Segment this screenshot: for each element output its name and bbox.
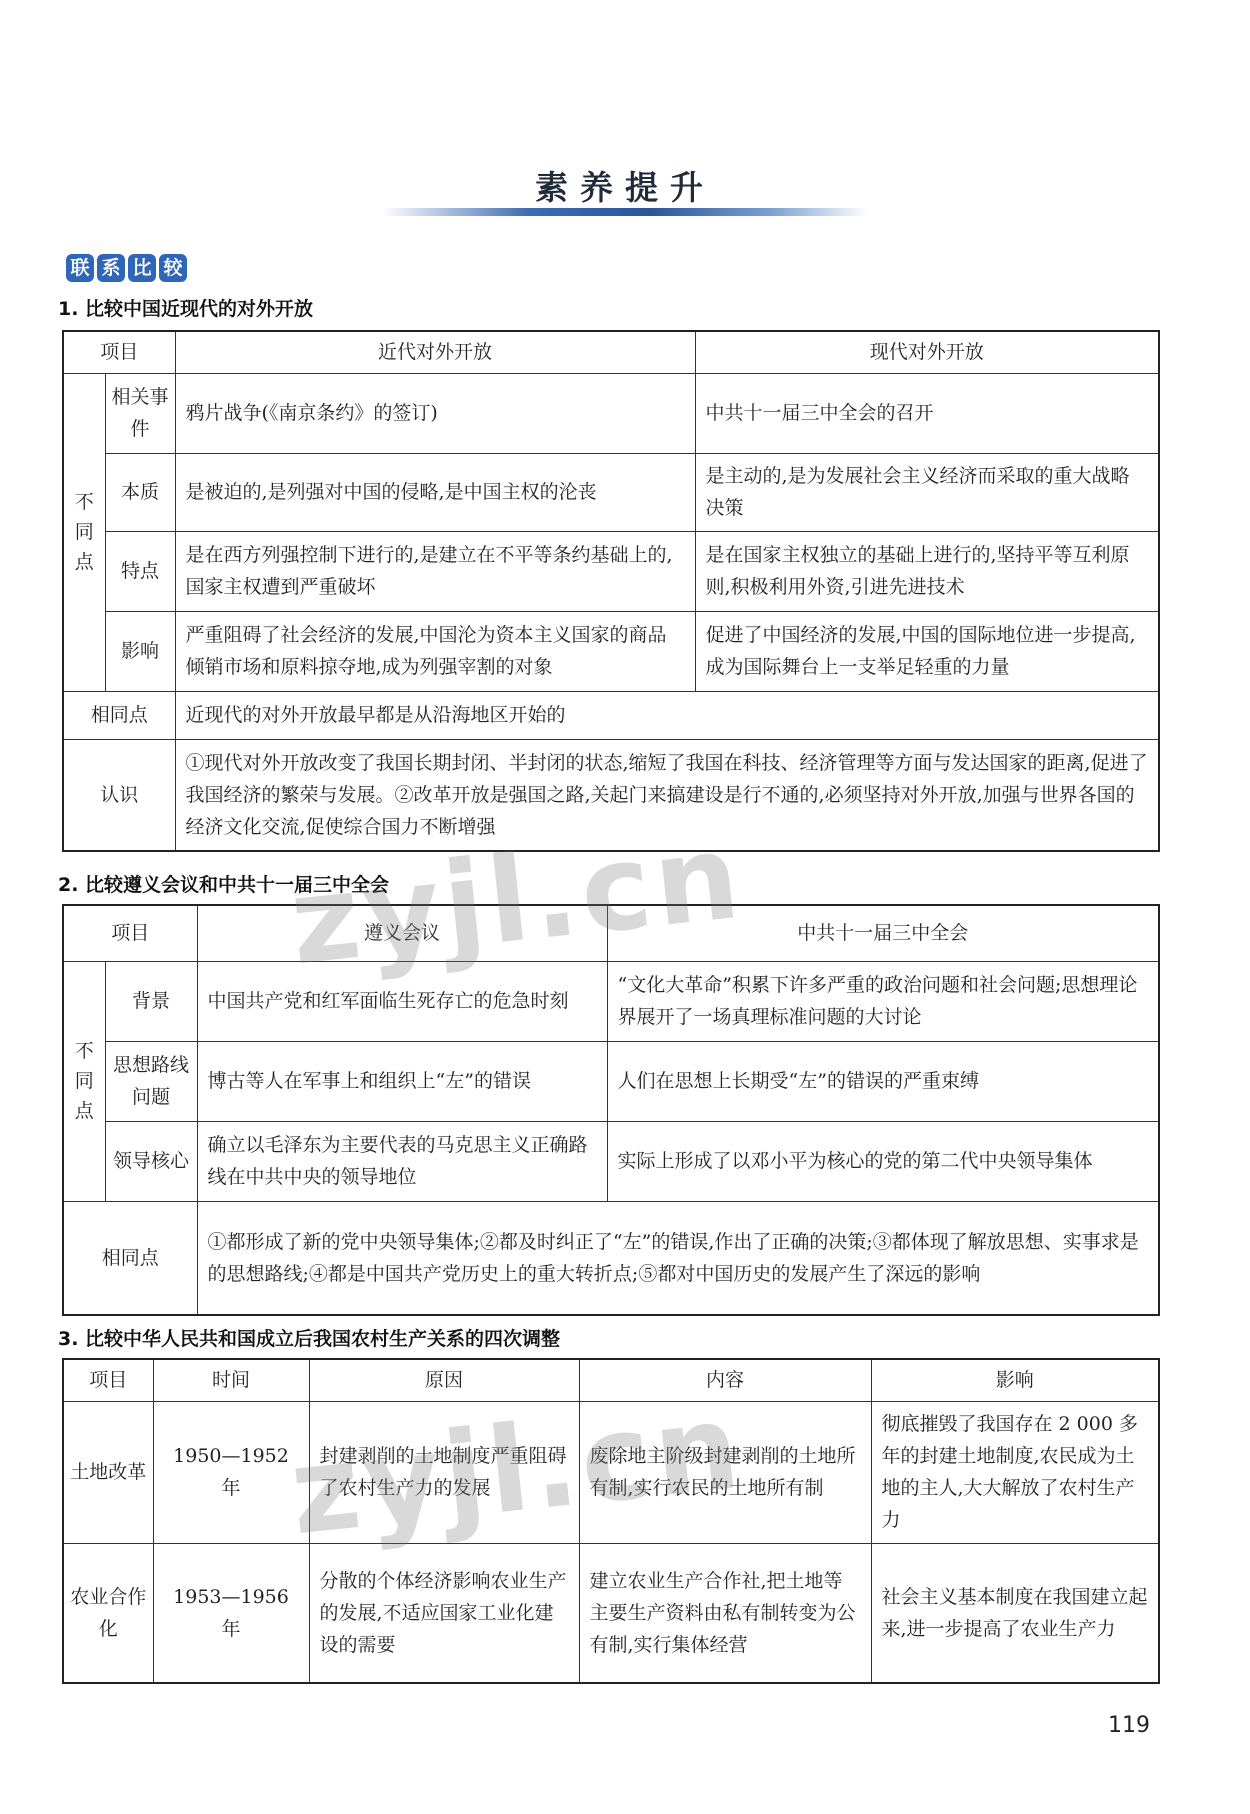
table-cell: 确立以毛泽东为主要代表的马克思主义正确路线在中共中央的领导地位: [197, 1121, 607, 1201]
page-title: 素养提升: [535, 168, 715, 207]
table-2: [62, 904, 1160, 1316]
header-cell: 内容: [579, 1359, 871, 1401]
section-3-title: 3. 比较中华人民共和国成立后我国农村生产关系的四次调整: [58, 1328, 561, 1350]
table-cell: 人们在思想上长期受“左”的错误的严重束缚: [607, 1041, 1159, 1121]
row-label: 本质: [105, 453, 175, 531]
table-cell: 废除地主阶级封建剥削的土地所有制,实行农民的土地所有制: [579, 1401, 871, 1543]
row-label: 土地改革: [63, 1401, 153, 1543]
group-label: 不同点: [63, 961, 105, 1201]
header-cell: 项目: [63, 331, 175, 373]
row-label: 影响: [105, 611, 175, 691]
tag-char: 比: [128, 254, 156, 282]
title-underline: [382, 208, 868, 216]
table-cell: 促进了中国经济的发展,中国的国际地位进一步提高,成为国际舞台上一支举足轻重的力量: [695, 611, 1159, 691]
table-cell: ①现代对外开放改变了我国长期封闭、半封闭的状态,缩短了我国在科技、经济管理等方面与发达国家的距离,促进了我国经济的繁荣与发展。②改革开放是强国之路,关起门来搞建设是行不通的,必须坚持对外开放,加强与世界各国的经济文化交流,促使综合国力不断增强: [175, 739, 1159, 851]
table-cell: 是在国家主权独立的基础上进行的,坚持平等互利原则,积极利用外资,引进先进技术: [695, 531, 1159, 611]
table-cell: 1950—1952 年: [153, 1401, 309, 1543]
table-cell: 封建剥削的土地制度严重阻碍了农村生产力的发展: [309, 1401, 579, 1543]
table-cell: 中国共产党和红军面临生死存亡的危急时刻: [197, 961, 607, 1041]
table-cell: 建立农业生产合作社,把土地等主要生产资料由私有制转变为公有制,实行集体经营: [579, 1543, 871, 1683]
table-cell: ①都形成了新的党中央领导集体;②都及时纠正了“左”的错误,作出了正确的决策;③都体现了解放思想、实事求是的思想路线;④都是中国共产党历史上的重大转折点;⑤都对中国历史的发展产生了深远的影响: [197, 1201, 1159, 1315]
table-cell: 1953—1956 年: [153, 1543, 309, 1683]
tag-char: 较: [159, 254, 187, 282]
table-cell: 严重阻碍了社会经济的发展,中国沦为资本主义国家的商品倾销市场和原料掠夺地,成为列强宰割的对象: [175, 611, 695, 691]
header-cell: 现代对外开放: [695, 331, 1159, 373]
tag-char: 系: [97, 254, 125, 282]
page-number: 119: [1108, 1713, 1150, 1738]
header-cell: 项目: [63, 905, 197, 961]
table-cell: 中共十一届三中全会的召开: [695, 373, 1159, 453]
header-cell: 中共十一届三中全会: [607, 905, 1159, 961]
table-3: [62, 1358, 1160, 1684]
table-1: [62, 330, 1160, 852]
table-cell: 近现代的对外开放最早都是从沿海地区开始的: [175, 691, 1159, 739]
table-cell: 分散的个体经济影响农业生产的发展,不适应国家工业化建设的需要: [309, 1543, 579, 1683]
table-cell: 彻底摧毁了我国存在 2 000 多年的封建土地制度,农民成为土地的主人,大大解放了农村生产力: [871, 1401, 1159, 1543]
section-2-title: 2. 比较遵义会议和中共十一届三中全会: [58, 874, 390, 896]
row-label: 农业合作化: [63, 1543, 153, 1683]
table-cell: 是主动的,是为发展社会主义经济而采取的重大战略决策: [695, 453, 1159, 531]
table-cell: 实际上形成了以邓小平为核心的党的第二代中央领导集体: [607, 1121, 1159, 1201]
table-cell: 是在西方列强控制下进行的,是建立在不平等条约基础上的,国家主权遭到严重破坏: [175, 531, 695, 611]
header-cell: 近代对外开放: [175, 331, 695, 373]
table-cell: 鸦片战争(《南京条约》的签订): [175, 373, 695, 453]
header-cell: 遵义会议: [197, 905, 607, 961]
row-label: 领导核心: [105, 1121, 197, 1201]
section-tag: [66, 254, 187, 282]
table-cell: “文化大革命”积累下许多严重的政治问题和社会问题;思想理论界展开了一场真理标准问题的大讨论: [607, 961, 1159, 1041]
header-cell: 影响: [871, 1359, 1159, 1401]
row-label: 特点: [105, 531, 175, 611]
row-label: 相关事件: [105, 373, 175, 453]
table-cell: 是被迫的,是列强对中国的侵略,是中国主权的沦丧: [175, 453, 695, 531]
header-cell: 原因: [309, 1359, 579, 1401]
row-label: 相同点: [63, 1201, 197, 1315]
row-label: 思想路线问题: [105, 1041, 197, 1121]
row-label: 背景: [105, 961, 197, 1041]
section-1-title: 1. 比较中国近现代的对外开放: [58, 298, 314, 320]
header-cell: 时间: [153, 1359, 309, 1401]
tag-char: 联: [66, 254, 94, 282]
group-label: 不同点: [63, 373, 105, 691]
row-label: 相同点: [63, 691, 175, 739]
row-label: 认识: [63, 739, 175, 851]
table-cell: 社会主义基本制度在我国建立起来,进一步提高了农业生产力: [871, 1543, 1159, 1683]
table-cell: 博古等人在军事上和组织上“左”的错误: [197, 1041, 607, 1121]
header-cell: 项目: [63, 1359, 153, 1401]
